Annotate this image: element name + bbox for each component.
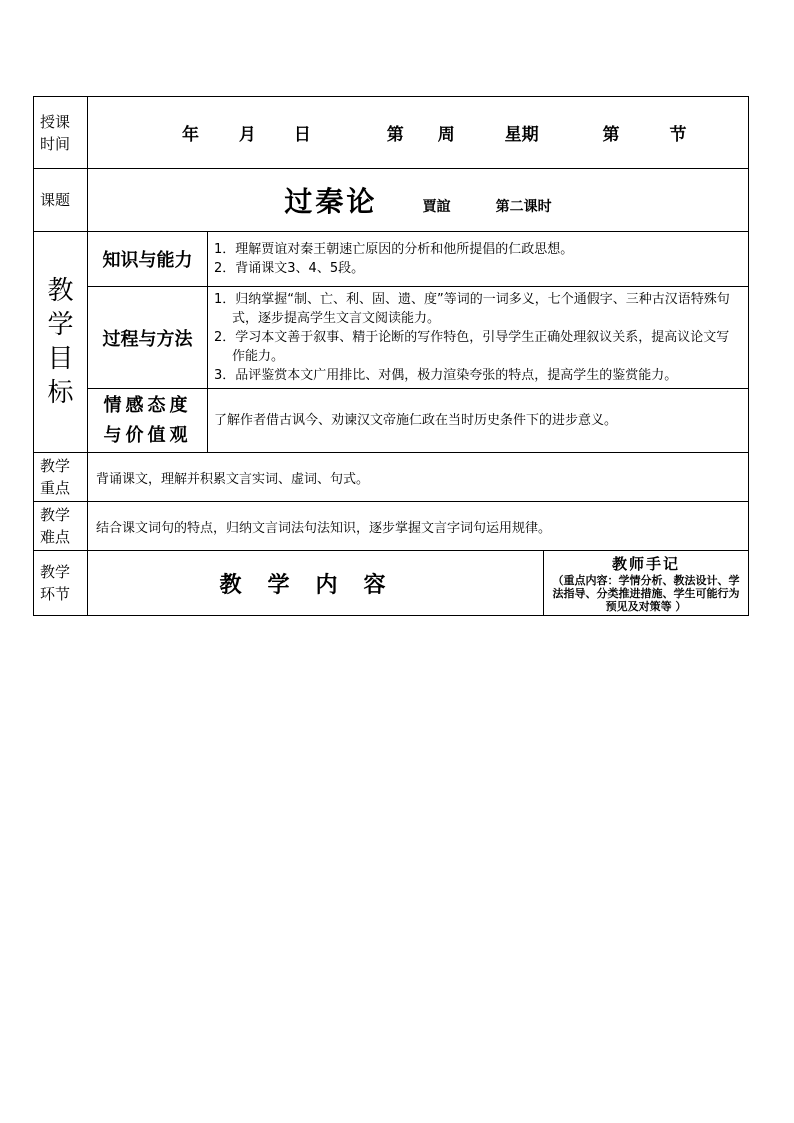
lesson-plan-table [33, 96, 749, 616]
teacher-notes-title: 教师手记 [612, 555, 681, 573]
process-label: 过程与方法 [88, 287, 208, 389]
week-suffix: 周 [437, 125, 455, 145]
content-header: 教学内容 [88, 551, 544, 616]
emotion-row [34, 389, 749, 453]
lesson-author: 賈誼 [422, 199, 451, 215]
difficulties-text: 结合课文词句的特点，归纳文言词法句法知识，逐步掌握文言字词句运用规律。 [88, 502, 749, 551]
date-month: 月 [238, 125, 256, 145]
key-points-label: 教学 重点 [34, 453, 88, 502]
lesson-period: 第二课时 [495, 199, 552, 215]
list-item: 2．背诵课文3、4、5段。 [214, 261, 365, 276]
knowledge-label: 知识与能力 [88, 232, 208, 287]
knowledge-row [34, 232, 749, 287]
lesson-suffix: 节 [669, 125, 687, 145]
date-day: 日 [293, 125, 311, 145]
topic-label: 课题 [34, 169, 88, 232]
key-points-text: 背诵课文，理解并积累文言实词、虚词、句式。 [88, 453, 749, 502]
list-item: 1．归纳掌握“制、亡、利、固、遗、度”等词的一词多义，七个通假字、三种古汉语特殊句式，逐步提高学生文言文阅读能力。 [214, 292, 730, 326]
list-item: 3．品评鉴赏本文广用排比、对偶，极力渲染夸张的特点，提高学生的鉴赏能力。 [214, 368, 678, 383]
date-year: 年 [182, 125, 199, 145]
difficulties-row [34, 502, 749, 551]
lesson-title: 过秦论 [284, 185, 378, 218]
knowledge-items [208, 232, 749, 287]
difficulties-label: 教学 难点 [34, 502, 88, 551]
stages-row [34, 551, 749, 616]
lesson-prefix: 第 [602, 125, 620, 145]
process-row [34, 287, 749, 389]
date-label: 授课 时间 [34, 97, 88, 169]
teacher-notes-header [544, 551, 749, 616]
emotion-text: 了解作者借古讽今、劝谏汉文帝施仁政在当时历史条件下的进步意义。 [208, 389, 749, 453]
teacher-notes-desc: （重点内容：学情分析、教法设计、学法指导、分类推进措施、学生可能行为预见及对策等 ） [552, 574, 740, 613]
weekday: 星期 [504, 125, 539, 145]
topic-row [34, 169, 749, 232]
list-item: 1．理解贾谊对秦王朝速亡原因的分析和他所提倡的仁政思想。 [214, 242, 574, 257]
stages-label: 教学 环节 [34, 551, 88, 616]
topic-cell [88, 169, 749, 232]
process-items [208, 287, 749, 389]
emotion-label: 情感态度 与价值观 [88, 389, 208, 453]
date-fields [88, 97, 749, 169]
objectives-label: 教 学 目 标 [34, 232, 88, 453]
list-item: 2．学习本文善于叙事、精于论断的写作特色，引导学生正确处理叙议关系，提高议论文写作能力。 [214, 330, 730, 364]
key-points-row [34, 453, 749, 502]
date-row [34, 97, 749, 169]
week-prefix: 第 [386, 125, 404, 145]
